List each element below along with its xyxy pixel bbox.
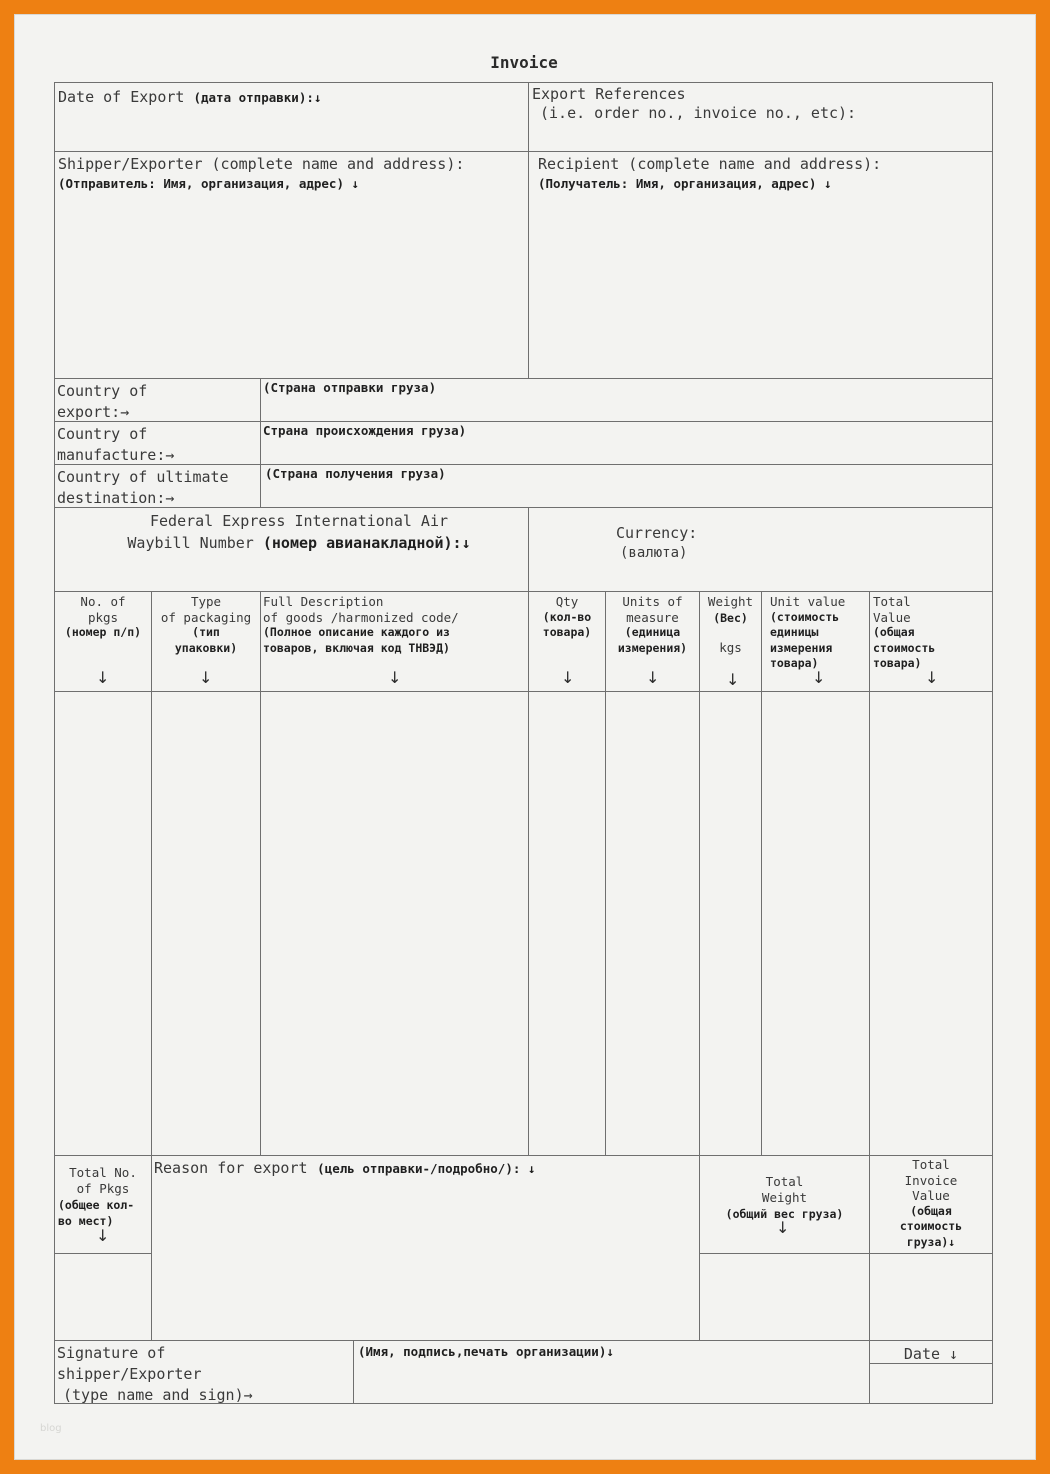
grid-line bbox=[353, 1340, 354, 1404]
date-field[interactable] bbox=[870, 1364, 992, 1403]
total-invoice-value-field[interactable] bbox=[870, 1254, 992, 1340]
country-of-destination-label: Country of ultimate destination:→ bbox=[57, 468, 229, 507]
grid-line bbox=[54, 1155, 993, 1156]
signature-field[interactable]: (Имя, подпись,печать организации)↓ bbox=[358, 1344, 614, 1359]
currency-ru: (валюта) bbox=[620, 545, 688, 561]
shipper-ru: (Отправитель: Имя, организация, адрес) ↓ bbox=[58, 176, 360, 191]
currency-label: Currency: bbox=[616, 524, 698, 542]
shipper-label: Shipper/Exporter (complete name and address): bbox=[58, 155, 465, 173]
country-of-manufacture-field[interactable]: Страна происхождения груза) bbox=[263, 423, 467, 438]
goods-table-body[interactable] bbox=[55, 692, 992, 1155]
arrow-down-icon: ↓ bbox=[96, 668, 110, 687]
column-header-type-packaging: Type of packaging (тип упаковки) bbox=[160, 594, 252, 655]
shipper-field[interactable] bbox=[58, 155, 464, 191]
arrow-down-icon: ↓ bbox=[388, 668, 402, 687]
total-weight-label: Total Weight (общий вес груза) bbox=[725, 1174, 844, 1221]
arrow-down-icon: ↓ bbox=[776, 1218, 790, 1237]
grid-line bbox=[54, 464, 993, 465]
recipient-ru: (Получатель: Имя, организация, адрес) ↓ bbox=[538, 176, 832, 191]
country-of-manufacture-label: Country of manufacture:→ bbox=[57, 425, 175, 464]
waybill-label: Federal Express International Air bbox=[149, 512, 448, 530]
grid-line bbox=[54, 378, 993, 379]
column-header-description: Full Description of goods /harmonized code/ (Полное описание каждого из товаров, включая код ТНВЭД) bbox=[263, 594, 459, 655]
grid-line bbox=[54, 421, 993, 422]
total-pkgs-label: Total No. of Pkgs (общее кол- во мест) bbox=[58, 1165, 137, 1228]
reason-for-export-field[interactable] bbox=[154, 1158, 535, 1177]
grid-line bbox=[528, 82, 529, 379]
column-header-no-pkgs: No. of pkgs (номер п/п) bbox=[64, 594, 142, 639]
export-references-field[interactable] bbox=[532, 85, 856, 123]
grid-line bbox=[54, 591, 993, 592]
date-of-export-field[interactable] bbox=[58, 88, 321, 106]
arrow-down-icon: ↓ bbox=[199, 668, 213, 687]
grid-line bbox=[260, 378, 261, 508]
arrow-down-icon: ↓ bbox=[726, 670, 740, 689]
reason-ru: (цель отправки-/подробно/): ↓ bbox=[317, 1161, 536, 1176]
column-header-total-value: Total Value (общая стоимость товара) bbox=[873, 594, 936, 670]
arrow-down-icon: ↓ bbox=[646, 668, 660, 687]
recipient-field[interactable] bbox=[538, 155, 881, 191]
waybill-field[interactable]: Federal Express International Air Waybill Number (номер авианакладной):↓ bbox=[74, 510, 524, 554]
arrow-down-icon: ↓ bbox=[925, 668, 939, 687]
column-header-unit-value: Unit value (стоимость единицы измерения товара) bbox=[770, 594, 846, 670]
signature-label: Signature of shipper/Exporter (type name and sign)→ bbox=[57, 1344, 253, 1404]
column-header-qty: Qty (кол-во товара) bbox=[542, 594, 592, 639]
country-of-destination-field[interactable]: (Страна получения груза) bbox=[265, 466, 446, 481]
date-label: Date ↓ bbox=[903, 1345, 959, 1363]
column-header-weight: Weight (Вес) kgs bbox=[707, 594, 754, 655]
date-of-export-label: Date of Export bbox=[58, 88, 185, 106]
recipient-label: Recipient (complete name and address): bbox=[538, 155, 882, 173]
watermark: blog bbox=[40, 1423, 62, 1434]
grid-line bbox=[54, 1340, 993, 1341]
date-of-export-ru: (дата отправки):↓ bbox=[193, 90, 322, 105]
grid-line bbox=[54, 82, 993, 83]
total-invoice-value-label: Total Invoice Value (общая стоимость груза)↓ bbox=[899, 1157, 963, 1249]
arrow-down-icon: ↓ bbox=[561, 668, 575, 687]
waybill-ru: (номер авианакладной):↓ bbox=[262, 534, 471, 552]
page-title: Invoice bbox=[490, 53, 558, 72]
arrow-down-icon: ↓ bbox=[812, 668, 826, 687]
column-header-units: Units of measure (единица измерения) bbox=[617, 594, 688, 655]
total-pkgs-field[interactable] bbox=[55, 1254, 151, 1340]
export-references-hint: (i.e. order no., invoice no., etc): bbox=[540, 104, 857, 122]
reason-label: Reason for export bbox=[154, 1159, 308, 1177]
country-of-export-field[interactable]: (Страна отправки груза) bbox=[263, 380, 437, 395]
arrow-down-icon: ↓ bbox=[96, 1226, 110, 1245]
currency-field[interactable] bbox=[616, 523, 697, 563]
grid-line bbox=[54, 151, 993, 152]
total-weight-field[interactable] bbox=[700, 1254, 869, 1340]
country-of-export-label: Country of export:→ bbox=[57, 382, 148, 421]
grid-line bbox=[992, 82, 993, 1404]
export-references-label: Export References bbox=[532, 85, 686, 103]
